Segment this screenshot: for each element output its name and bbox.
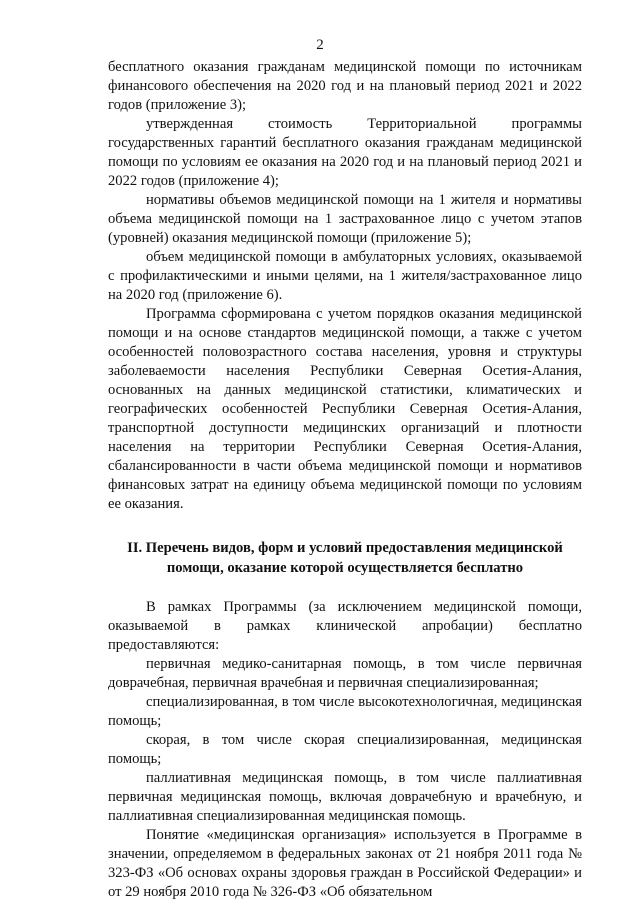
- paragraph: утвержденная стоимость Территориальной программы государственных гарантий бесплатного оказания гражданам медицинской помощи по условиям ее оказания на 2020 год и на плановый период 2021 и 2022 годов (приложение 4);: [108, 116, 582, 189]
- page-number: 2: [316, 37, 324, 53]
- list-item: первичная медико-санитарная помощь, в том числе первичная доврачебная, первичная врачебная и первичная специализированная;: [108, 656, 582, 691]
- paragraph: нормативы объемов медицинской помощи на 1 жителя и нормативы объема медицинской помощи на 1 застрахованное лицо с учетом этапов (уровней) оказания медицинской помощи (приложение 5);: [108, 192, 582, 246]
- section-heading: II. Перечень видов, форм и условий предоставления медицинской помощи, оказание которой осуществляется бесплатно: [127, 540, 563, 576]
- list-item: специализированная, в том числе высокотехнологичная, медицинская помощь;: [108, 694, 582, 729]
- paragraph: бесплатного оказания гражданам медицинской помощи по источникам финансового обеспечения на 2020 год и на плановый период 2021 и 2022 годов (приложение 3);: [108, 59, 582, 113]
- paragraph: Понятие «медицинская организация» используется в Программе в значении, определяемом в федеральных законах от 21 ноября 2011 года № 323-ФЗ «Об основах охраны здоровья граждан в Российской Федерации» и от 29 ноября 2010 года № 326-ФЗ «Об обязательном: [108, 827, 582, 900]
- paragraph: объем медицинской помощи в амбулаторных условиях, оказываемой с профилактическими и иными целями, на 1 жителя/застрахованное лицо на 2020 год (приложение 6).: [108, 249, 582, 303]
- paragraph: В рамках Программы (за исключением медицинской помощи, оказываемой в рамках клинической апробации) бесплатно предоставляются:: [108, 599, 582, 653]
- page-content: [108, 58, 582, 902]
- paragraph: Программа сформирована с учетом порядков оказания медицинской помощи и на основе стандартов медицинской помощи, а также с учетом особенностей половозрастного состава населения, уровня и структуры заболеваемости населения Республики Северная Осетия-Алания, основанных на данных медицинской статистики, климатических и географических особенностей Республики Северная Осетия-Алания, транспортной доступности медицинских организаций и плотности населения на территории Республики Северная Осетия-Алания, сбалансированности в части объема медицинской помощи и нормативов финансовых затрат на единицу объема медицинской помощи по условиям ее оказания.: [108, 306, 582, 512]
- list-item: паллиативная медицинская помощь, в том числе паллиативная первичная медицинская помощь, включая доврачебную и врачебную, и паллиативная специализированная медицинская помощь.: [108, 770, 582, 824]
- list-item: скорая, в том числе скорая специализированная, медицинская помощь;: [108, 732, 582, 767]
